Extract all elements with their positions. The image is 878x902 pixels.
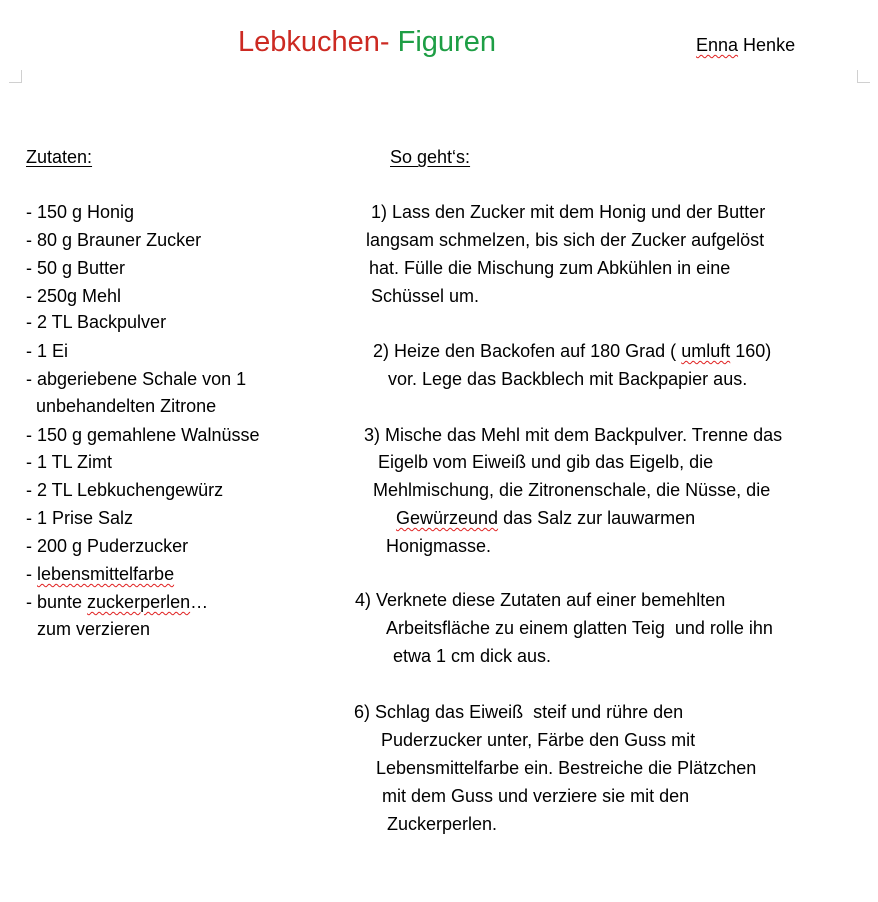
ingredient-item: - 2 TL Lebkuchengewürz [26,480,224,500]
spellcheck-word: zuckerperlen [87,592,191,612]
ingredient-item: - 1 TL Zimt [26,452,113,472]
instruction-line: Arbeitsfläche zu einem glatten Teig und rolle ihn [386,618,773,638]
ingredient-prefix: - bunte [26,592,88,612]
instruction-line: Puderzucker unter, Färbe den Guss mit [381,730,696,750]
instruction-line: Honigmasse. [386,536,492,556]
ingredient-item [26,563,174,585]
instruction-line: 6) Schlag das Eiweiß steif und rühre den [354,702,684,722]
instruction-line: mit dem Guss und verziere sie mit den [382,786,690,806]
spellcheck-word: lebensmittelfarbe [37,564,175,584]
instruction-line: Mehlmischung, die Zitronenschale, die Nüsse, die [373,480,771,500]
title-part-figuren: Figuren [389,26,496,58]
spellcheck-word: umluft [681,341,731,361]
instruction-line [396,507,695,529]
title-part-lebkuchen: Lebkuchen- [238,26,390,58]
instructions-heading: So geht‘s: [390,147,471,167]
instruction-line: langsam schmelzen, bis sich der Zucker aufgelöst [366,230,765,250]
author-name [696,35,795,55]
instruction-line: Lebensmittelfarbe ein. Bestreiche die Plätzchen [376,758,757,778]
author-first-name: Enna [696,35,739,55]
instruction-text: das Salz zur lauwarmen [498,508,696,528]
instruction-line: 4) Verknete diese Zutaten auf einer bemehlten [355,590,726,610]
ingredient-item: - 1 Ei [26,341,69,361]
ingredient-item: - 250g Mehl [26,286,122,306]
instruction-line: etwa 1 cm dick aus. [393,646,552,666]
ingredient-item: - 150 g Honig [26,202,135,222]
page-margin-corner-left [9,70,22,83]
ingredient-item [26,591,208,613]
ingredient-item: - 2 TL Backpulver [26,312,167,332]
ingredient-prefix: - [26,564,37,584]
instruction-line: hat. Fülle die Mischung zum Abkühlen in eine [369,258,731,278]
instruction-line: 3) Mische das Mehl mit dem Backpulver. Trenne das [364,425,783,445]
instruction-text: 2) Heize den Backofen auf 180 Grad ( [373,341,682,361]
ingredient-item: - 200 g Puderzucker [26,536,189,556]
document-title [238,25,496,59]
instruction-line: Schüssel um. [371,286,480,306]
ingredient-suffix: … [190,592,209,612]
instruction-line: vor. Lege das Backblech mit Backpapier aus. [388,369,748,389]
ingredient-item: - 80 g Brauner Zucker [26,230,202,250]
ingredient-item: - 150 g gemahlene Walnüsse [26,425,260,445]
instruction-line [373,340,771,362]
ingredient-item: - 1 Prise Salz [26,508,134,528]
ingredient-item: - abgeriebene Schale von 1 [26,369,247,389]
instruction-line: Zuckerperlen. [387,814,498,834]
page-margin-corner-right [857,70,870,83]
ingredient-item: unbehandelten Zitrone [26,396,217,416]
ingredients-heading: Zutaten: [26,147,93,167]
spellcheck-word: Gewürzeund [396,508,499,528]
author-last-name: Henke [738,35,796,55]
instruction-line: 1) Lass den Zucker mit dem Honig und der Butter [371,202,766,222]
ingredient-item: - 50 g Butter [26,258,126,278]
instruction-line: Eigelb vom Eiweiß und gib das Eigelb, die [378,452,714,472]
instruction-text: 160) [730,341,772,361]
ingredient-item: zum verzieren [37,619,151,639]
